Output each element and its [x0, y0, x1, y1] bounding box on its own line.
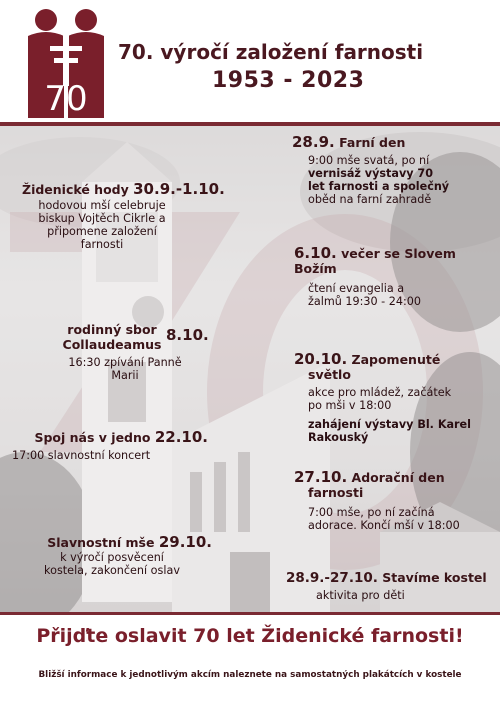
event-text-line: oběd na farní zahradě [308, 193, 432, 206]
event-text-line: 9:00 mše svatá, po ní [308, 154, 430, 167]
event-title: Židenické hody [22, 182, 129, 197]
logo-number: 70 [44, 79, 88, 118]
event-text-line: k výročí posvěcení [60, 551, 164, 564]
page-years: 1953 - 2023 [212, 68, 365, 93]
event-date: 8.10. [166, 326, 209, 344]
event-title-cont: Collaudeamus [62, 337, 162, 352]
event-title: Adorační den [351, 470, 445, 485]
event-title-cont: světlo [308, 367, 351, 382]
event-title-cont: Božím [294, 261, 337, 276]
event-text-line: čtení evangelia a [308, 282, 405, 295]
event-adoracni-den [294, 470, 499, 532]
event-text-line: Marii [111, 369, 139, 382]
event-date: 29.10. [158, 533, 212, 551]
footer-headline: Přijďte oslavit 70 let Židenické farnosti! [36, 625, 464, 647]
event-title: večer se Slovem [341, 246, 456, 261]
event-stavime-kostel [286, 570, 496, 602]
event-text-line: Rakouský [308, 431, 369, 444]
band-top-border [0, 122, 500, 126]
event-slovo-bozi [294, 246, 494, 308]
event-title: Spoj nás v jedno [34, 430, 151, 445]
event-date: 27.10. [294, 468, 348, 486]
event-text-line: vernisáž výstavy 70 [308, 167, 434, 180]
event-text-line: 7:00 mše, po ní začíná [308, 506, 435, 519]
event-title: Zapomenuté [351, 352, 441, 367]
event-farni-den [292, 135, 492, 206]
event-text-line: 17:00 slavnostní koncert [12, 449, 151, 462]
event-text-line: aktivita pro děti [316, 589, 405, 602]
event-title: Farní den [339, 135, 406, 150]
event-collaudeamus [60, 322, 220, 382]
event-text-line: akce pro mládež, začátek [308, 386, 452, 399]
event-text-line: let farnosti a společný [308, 180, 450, 193]
event-text-line: po mši v 18:00 [308, 399, 392, 412]
event-zapomenute-svetlo [294, 352, 499, 444]
event-title: Stavíme kostel [382, 570, 487, 585]
event-date: 6.10. [294, 244, 337, 262]
event-date: 28.9. [292, 133, 335, 151]
event-date: 30.9.-1.10. [133, 180, 225, 198]
event-date: 22.10. [154, 428, 208, 446]
event-text-line: žalmů 19:30 - 24:00 [308, 295, 422, 308]
page-title: 70. výročí založení farnosti [118, 40, 424, 64]
event-text-line: adorace. Končí mší v 18:00 [308, 519, 460, 532]
event-koncert [8, 430, 208, 462]
header [0, 0, 500, 122]
event-slavnostni-mse [12, 535, 212, 577]
event-title-cont: farnosti [308, 485, 364, 500]
event-text-line: biskup Vojtěch Cikrle a [38, 212, 166, 225]
event-text-line: 16:30 zpívání Panně [68, 356, 182, 369]
event-text-line: farnosti [80, 238, 124, 251]
event-text-line: hodovou mší celebruje [38, 199, 166, 212]
event-hody [22, 180, 225, 251]
event-text-line: zahájení výstavy Bl. Karel [308, 418, 471, 431]
parish-logo [24, 6, 108, 118]
event-date: 20.10. [294, 350, 348, 368]
event-text-line: připomene založení [47, 225, 157, 238]
event-text-line: kostela, zakončení oslav [44, 564, 180, 577]
event-title: Slavnostní mše [47, 535, 155, 550]
footer-note: Bližší informace k jednotlivým akcím naleznete na samostatných plakátcích v kostele [38, 670, 462, 680]
band-bottom-border [0, 612, 500, 615]
event-title: rodinný sbor [67, 322, 157, 337]
event-date: 28.9.-27.10. [286, 570, 378, 586]
